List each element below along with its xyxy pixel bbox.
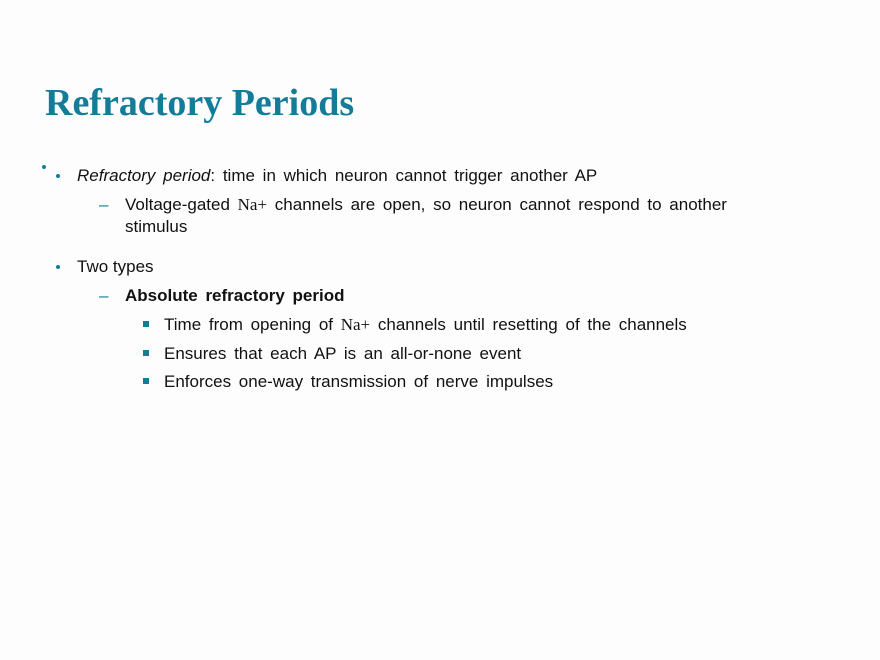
bullet-dot-icon: [56, 174, 60, 178]
bullet-text: : time in which neuron cannot trigger another AP: [210, 166, 598, 185]
bullet-dot-icon: [56, 265, 60, 269]
square-bullet-icon: [143, 321, 149, 327]
dash-icon: –: [99, 286, 109, 305]
bullet-refractory-period: [77, 166, 597, 186]
chem-na-plus: Na+: [237, 195, 268, 214]
sub-bullet-voltage-gated-line2: stimulus: [125, 217, 188, 236]
subsub-bullet-one-way: Enforces one-way transmission of nerve impulses: [164, 372, 554, 391]
square-bullet-icon: [143, 350, 149, 356]
subsub-bullet-time-from-opening: [164, 315, 687, 335]
term-refractory-period: Refractory period: [77, 166, 211, 185]
subsub-text: Time from opening of: [164, 315, 341, 334]
subsub-text-cont: channels until resetting of the channels: [370, 315, 687, 334]
dash-icon: –: [99, 195, 109, 214]
sub-bullet-absolute-refractory: Absolute refractory period: [125, 286, 345, 305]
bullet-two-types: Two types: [77, 257, 154, 276]
chem-na-plus: Na+: [340, 315, 371, 334]
sub-bullet-voltage-gated: [125, 195, 727, 215]
sub-bullet-text: Voltage-gated: [125, 195, 238, 214]
stray-bullet-dot: [42, 165, 46, 169]
slide-title: Refractory Periods: [45, 82, 355, 124]
square-bullet-icon: [143, 378, 149, 384]
subsub-bullet-all-or-none: Ensures that each AP is an all-or-none event: [164, 344, 522, 363]
sub-bullet-text-cont: channels are open, so neuron cannot respond to another: [267, 195, 727, 214]
